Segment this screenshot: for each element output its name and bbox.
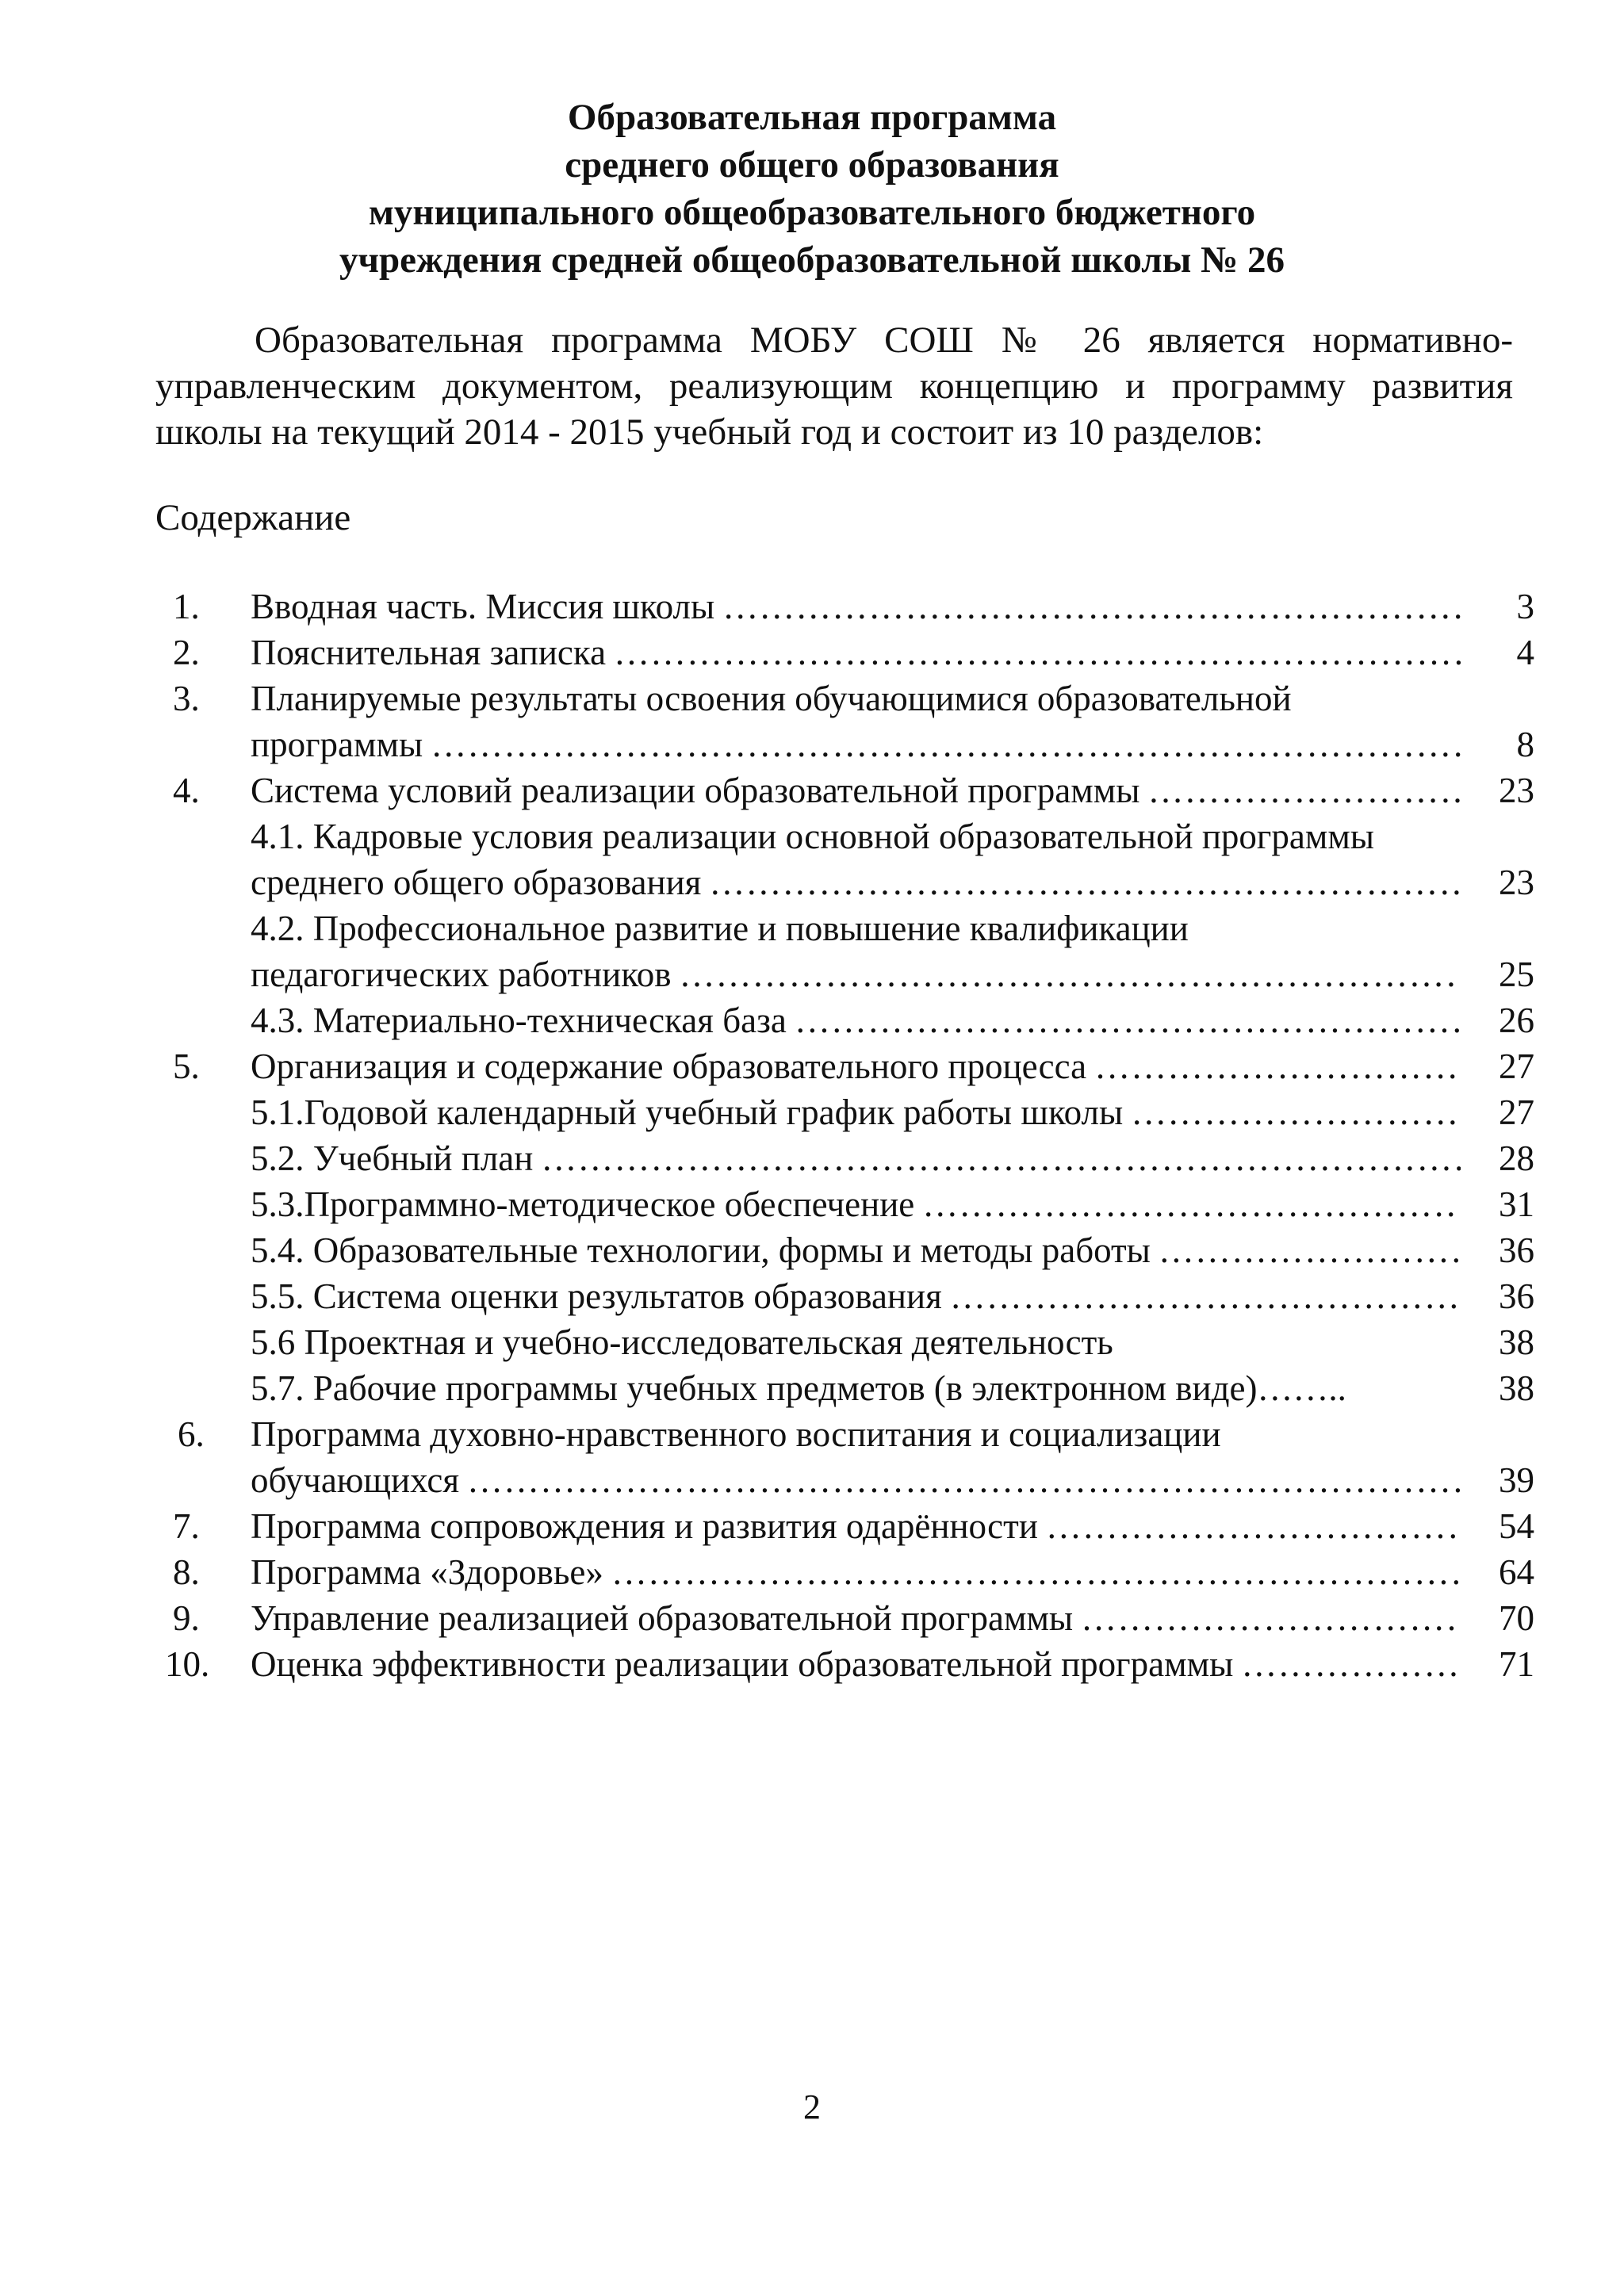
- toc-item-label: Организация и содержание образовательного процесса: [251, 1047, 1094, 1086]
- toc-item-label: 5.7. Рабочие программы учебных предметов (в электронном виде)……..: [251, 1368, 1354, 1408]
- toc-item-label: Вводная часть. Миссия школы: [251, 587, 722, 626]
- toc-item-label: 5.3.Программно-методическое обеспечение: [251, 1184, 922, 1224]
- toc-item-number: 9.: [173, 1598, 200, 1638]
- toc-item-text: [251, 675, 1461, 721]
- toc-row: [0, 1595, 1624, 1641]
- document-title: [0, 94, 1624, 284]
- toc-row: [0, 1181, 1624, 1227]
- toc-item-number: 5.: [173, 1047, 200, 1086]
- toc-item-label: 5.4. Образовательные технологии, формы и методы работы: [251, 1230, 1159, 1270]
- toc-item-text: [251, 1273, 1461, 1319]
- toc-item-page: 3: [1516, 587, 1534, 626]
- toc-item-page: 4: [1516, 633, 1534, 672]
- toc-item-text: [251, 1549, 1461, 1595]
- toc-row: [0, 813, 1624, 859]
- toc-row: [0, 1365, 1624, 1411]
- toc-item-page: 23: [1499, 863, 1534, 902]
- toc-item-text: [251, 584, 1461, 629]
- toc-item-label: 5.5. Система оценки результатов образования: [251, 1276, 950, 1316]
- intro-line-3: школы на текущий 2014 - 2015 учебный год и состоит из 10 разделов:: [155, 411, 1264, 453]
- toc-item-text: [251, 1181, 1461, 1227]
- toc-item-text: [251, 721, 1461, 767]
- toc-row: [0, 1043, 1624, 1089]
- toc-item-page: 71: [1499, 1644, 1534, 1684]
- toc-row: [0, 1503, 1624, 1549]
- toc-row: [0, 1227, 1624, 1273]
- toc-item-number: 4.: [173, 771, 200, 810]
- toc-item-label: Система условий реализации образовательной программы: [251, 771, 1147, 810]
- toc-item-page: 70: [1499, 1598, 1534, 1638]
- toc-item-label: Программа духовно-нравственного воспитания и социализации: [251, 1414, 1229, 1454]
- toc-row: [0, 1089, 1624, 1135]
- toc-row: [0, 1319, 1624, 1365]
- toc-item-page: 31: [1499, 1184, 1534, 1224]
- toc-item-label: Программа сопровождения и развития одарённости: [251, 1506, 1046, 1546]
- title-line-2: среднего общего образования: [565, 144, 1059, 186]
- toc-item-page: 28: [1499, 1138, 1534, 1178]
- toc-item-page: 39: [1499, 1460, 1534, 1500]
- toc-item-page: 23: [1499, 771, 1534, 810]
- toc-item-text: [251, 1089, 1461, 1135]
- toc-item-label: Программа «Здоровье»: [251, 1552, 611, 1592]
- toc-item-page: 27: [1499, 1093, 1534, 1132]
- toc-row: [0, 629, 1624, 675]
- toc-item-label: 5.2. Учебный план: [251, 1138, 541, 1178]
- toc-row: [0, 675, 1624, 721]
- toc-item-label: 4.2. Профессиональное развитие и повышение квалификации: [251, 909, 1197, 948]
- toc-item-label: педагогических работников: [251, 955, 680, 994]
- toc-item-text: [251, 629, 1461, 675]
- toc-item-number: 8.: [173, 1552, 200, 1592]
- toc-item-text: [251, 1135, 1461, 1181]
- toc-item-label: Пояснительная записка: [251, 633, 614, 672]
- contents-heading: Содержание: [155, 497, 351, 538]
- toc-row: [0, 1273, 1624, 1319]
- toc-item-text: [251, 1411, 1461, 1457]
- toc-item-number: 6.: [178, 1414, 205, 1454]
- toc-row: [0, 721, 1624, 767]
- title-line-1: Образовательная программа: [567, 97, 1057, 138]
- toc-item-number: 2.: [173, 633, 200, 672]
- toc-item-label: среднего общего образования: [251, 863, 709, 902]
- toc-item-text: [251, 1043, 1461, 1089]
- toc-item-text: [251, 813, 1461, 859]
- toc-row: [0, 859, 1624, 905]
- toc-row: [0, 1457, 1624, 1503]
- toc-item-label: 4.1. Кадровые условия реализации основной образовательной программы: [251, 817, 1382, 856]
- toc-item-page: 38: [1499, 1322, 1534, 1362]
- toc-item-text: [251, 1503, 1461, 1549]
- toc-item-label: программы: [251, 725, 431, 764]
- toc-item-label: Планируемые результаты освоения обучающимися образовательной: [251, 679, 1300, 718]
- page-number: 2: [803, 2087, 821, 2126]
- toc-item-text: [251, 1319, 1461, 1365]
- toc-item-text: [251, 859, 1461, 905]
- toc-item-number: 10.: [165, 1644, 210, 1684]
- toc-item-page: 36: [1499, 1230, 1534, 1270]
- title-line-4: учреждения средней общеобразовательной школы № 26: [339, 239, 1285, 281]
- intro-line-1: Образовательная программа МОБУ СОШ № 26 является нормативно-: [255, 320, 1513, 361]
- intro-line-2: управленческим документом, реализующим концепцию и программу развития: [155, 365, 1513, 407]
- toc-item-text: [251, 1365, 1461, 1411]
- title-line-3: муниципального общеобразовательного бюджетного: [368, 192, 1256, 233]
- toc-item-label: 4.3. Материально-техническая база: [251, 1001, 795, 1040]
- toc-row: [0, 951, 1624, 997]
- toc-item-number: 7.: [173, 1506, 200, 1546]
- toc-item-page: 64: [1499, 1552, 1534, 1592]
- toc-item-label: обучающихся: [251, 1460, 467, 1500]
- toc-item-text: [251, 1595, 1461, 1641]
- toc-row: [0, 584, 1624, 629]
- toc-item-page: 54: [1499, 1506, 1534, 1546]
- toc-item-text: [251, 1641, 1461, 1687]
- toc-item-text: [251, 1227, 1461, 1273]
- toc-item-text: [251, 951, 1461, 997]
- toc-row: [0, 1411, 1624, 1457]
- toc-item-text: [251, 997, 1461, 1043]
- toc-item-number: 3.: [173, 679, 200, 718]
- toc-row: [0, 997, 1624, 1043]
- toc-item-text: [251, 905, 1461, 951]
- toc-row: [0, 767, 1624, 813]
- toc-item-text: [251, 1457, 1461, 1503]
- toc-item-page: 26: [1499, 1001, 1534, 1040]
- toc-item-number: 1.: [173, 587, 200, 626]
- toc-item-page: 25: [1499, 955, 1534, 994]
- toc-item-label: Управление реализацией образовательной программы: [251, 1598, 1081, 1638]
- toc-item-page: 36: [1499, 1276, 1534, 1316]
- intro-paragraph: [155, 317, 1513, 455]
- toc-row: [0, 905, 1624, 951]
- toc-item-label: 5.6 Проектная и учебно-исследовательская деятельность: [251, 1322, 1121, 1362]
- toc-item-text: [251, 767, 1461, 813]
- toc-item-label: 5.1.Годовой календарный учебный график работы школы: [251, 1093, 1131, 1132]
- toc-row: [0, 1135, 1624, 1181]
- toc-item-label: Оценка эффективности реализации образовательной программы: [251, 1644, 1241, 1684]
- toc-item-page: 27: [1499, 1047, 1534, 1086]
- toc-item-page: 38: [1499, 1368, 1534, 1408]
- toc-row: [0, 1549, 1624, 1595]
- toc-row: [0, 1641, 1624, 1687]
- toc-item-page: 8: [1516, 725, 1534, 764]
